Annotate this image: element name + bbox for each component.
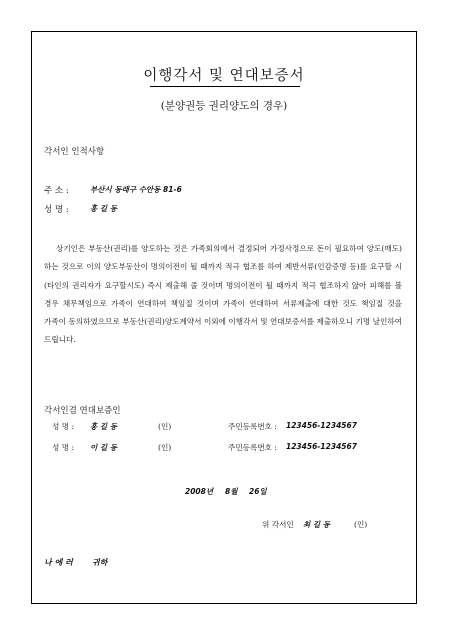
- date-day: 26일: [249, 487, 267, 496]
- guarantor-name-label: 성 명 :: [52, 443, 75, 452]
- signature-seal: (인): [354, 520, 368, 529]
- guarantor-seal: (인): [158, 443, 172, 452]
- document-page: [31, 31, 417, 604]
- signature-label: 위 각서인: [262, 520, 294, 529]
- name-value: 홍 길 동: [90, 204, 117, 213]
- guarantor-heading: 각서인겸 연대보증인: [44, 406, 121, 416]
- date-month: 8월: [225, 487, 238, 496]
- guarantor-name-label: 성 명 :: [52, 422, 75, 431]
- date-year: 2008년: [185, 487, 214, 496]
- recipient-suffix: 귀하: [92, 558, 108, 567]
- document-subtitle: (분양권등 권리양도의 경우): [160, 100, 288, 112]
- document-title: 이행각서 및 연대보증서: [143, 68, 305, 84]
- guarantor-name-value: 이 길 동: [90, 443, 117, 452]
- title-underline: [150, 86, 300, 87]
- guarantor-id-label: 주민등록번호 :: [228, 422, 277, 431]
- guarantor-name-value: 홍 길 동: [90, 422, 117, 431]
- address-value: 부산시 동래구 수안동 81-6: [90, 185, 182, 194]
- guarantor-id-label: 주민등록번호 :: [228, 443, 277, 452]
- recipient-name: 나 에 러: [44, 558, 73, 567]
- body-paragraph: 상기인은 부동산(권리)를 양도하는 것은 가족회의에서 결정되어 가정사정으로 돈이 필요하여 양도(매도)하는 것으로 이의 양도부동산이 명의이전이 될 때까지 적극 협조를 하여 제반서류(인감증명 등)를 요구할 시(타인의 권리자가 요구할시도) 즉시 제출해 줄 것이며 명의이전이 될 때까지 적극 협조하지 않아 피해를 볼 경우 채무책임으로 가족이 연대하여 책임질 것이며 가족이 연대하여 서류제출에 대한 것도 책임질 것을 가족이 동의하였으므로 부동산(권리)양도계약서 이외에 이행각서 및 연대보증서를 제출하오니 기명 날인하여 드립니다.: [44, 244, 402, 345]
- signature-name: 최 길 동: [303, 520, 330, 529]
- name-label: 성 명 :: [44, 205, 69, 215]
- guarantor-id-value: 123456-1234567: [286, 442, 357, 451]
- guarantor-seal: (인): [158, 422, 172, 431]
- guarantor-id-value: 123456-1234567: [286, 421, 357, 430]
- address-label: 주 소 :: [44, 186, 69, 196]
- pledger-heading: 각서인 인적사항: [44, 147, 105, 157]
